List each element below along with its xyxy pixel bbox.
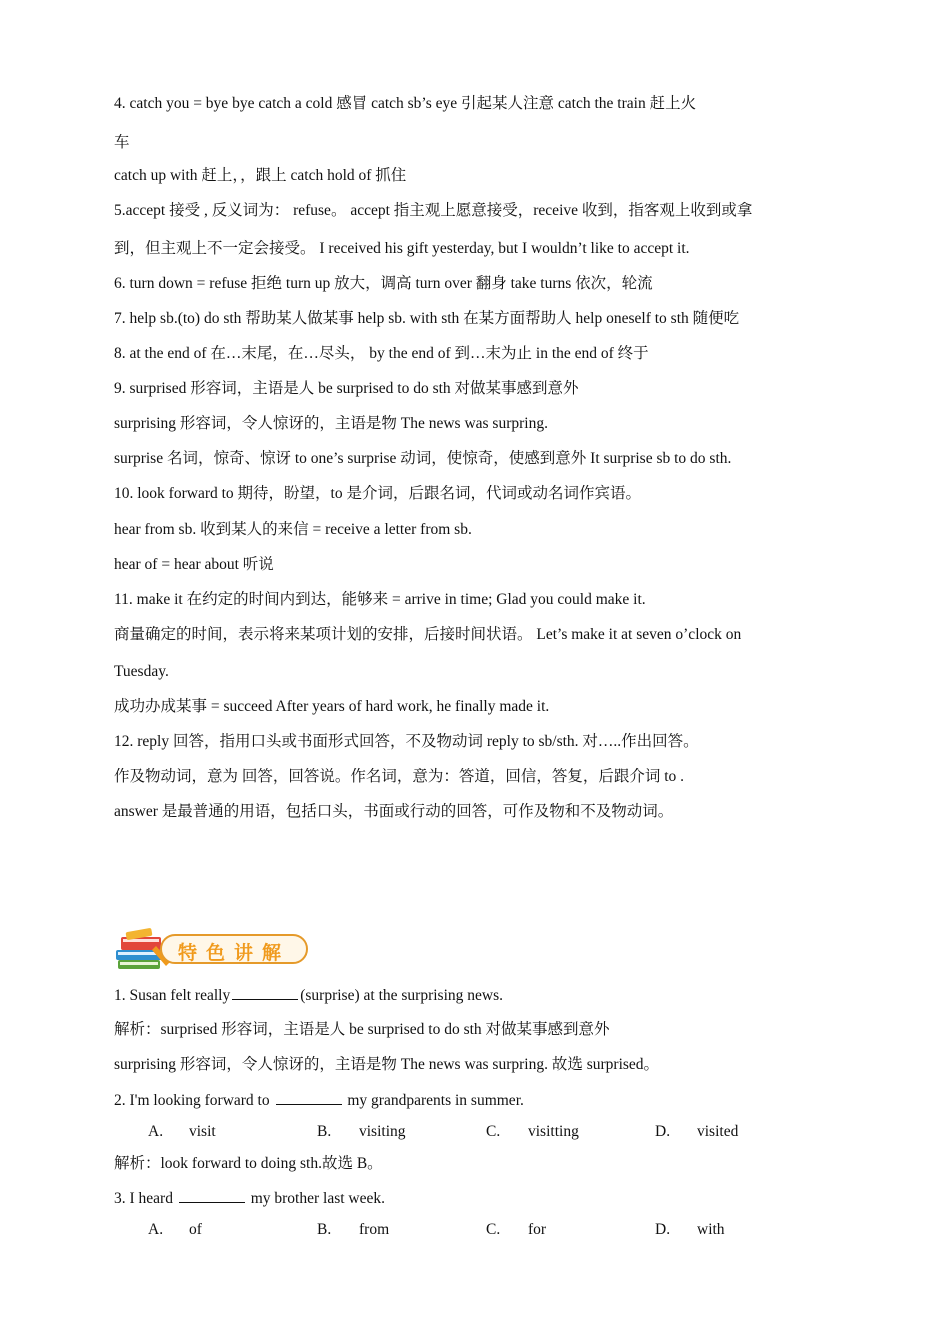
analysis-1-line-1: 解析：surprised 形容词，主语是人 be surprised to do sth 对做某事感到意外 xyxy=(114,1021,610,1038)
option-letter: C. xyxy=(486,1221,501,1238)
note-line-11-time: 商量确定的时间，表示将来某项计划的安排，后接时间状语。 Let’s make it at seven o’clock on xyxy=(114,626,742,643)
question-2-suffix: my grandparents in summer. xyxy=(347,1092,524,1109)
question-1 xyxy=(114,985,503,1006)
note-line-11: 11. make it 在约定的时间内到达，能够来 = arrive in time; Glad you could make it. xyxy=(114,591,646,608)
note-line-4-cont: 车 xyxy=(114,134,130,151)
note-line-11-cont: Tuesday. xyxy=(114,663,169,680)
option-text[interactable]: of xyxy=(189,1221,202,1238)
option-letter: D. xyxy=(655,1123,671,1140)
note-line-6: 6. turn down = refuse 拒绝 turn up 放大，调高 turn over 翻身 take turns 依次，轮流 xyxy=(114,275,653,292)
option-text[interactable]: visitting xyxy=(528,1123,579,1140)
option-letter: B. xyxy=(317,1123,332,1140)
question-2-prefix: 2. I'm looking forward to xyxy=(114,1092,270,1109)
option-text[interactable]: visiting xyxy=(359,1123,406,1140)
option-text[interactable]: from xyxy=(359,1221,390,1238)
note-line-4: 4. catch you = bye bye catch a cold 感冒 catch sb’s eye 引起某人注意 catch the train 赶上火 xyxy=(114,95,697,112)
note-line-5: 5.accept 接受 , 反义词为： refuse。 accept 指主观上愿意接受，receive 收到，指客观上收到或拿 xyxy=(114,202,753,219)
question-1-suffix: (surprise) at the surprising news. xyxy=(300,987,503,1004)
note-line-7: 7. help sb.(to) do sth 帮助某人做某事 help sb. with sth 在某方面帮助人 help oneself to sth 随便吃 xyxy=(114,310,740,327)
note-line-10: 10. look forward to 期待，盼望，to 是介词，后跟名词，代词或动名词作宾语。 xyxy=(114,485,641,502)
note-line-hear-of: hear of = hear about 听说 xyxy=(114,556,274,573)
note-line-hear-from: hear from sb. 收到某人的来信 = receive a letter from sb. xyxy=(114,521,472,538)
banner-title: 特色讲解 xyxy=(177,942,290,964)
option-text[interactable]: with xyxy=(697,1221,725,1238)
note-line-surprising: surprising 形容词，令人惊讶的，主语是物 The news was surpring. xyxy=(114,415,548,432)
analysis-2: 解析：look forward to doing sth.故选 B。 xyxy=(114,1155,383,1172)
note-line-surprise: surprise 名词，惊奇、惊讶 to one’s surprise 动词，使惊奇，使感到意外 It surprise sb to do sth. xyxy=(114,450,732,467)
option-letter: A. xyxy=(148,1221,164,1238)
question-3-suffix: my brother last week. xyxy=(250,1190,386,1207)
note-line-answer: answer 是最普通的用语，包括口头，书面或行动的回答，可作及物和不及物动词。 xyxy=(114,803,674,820)
answer-blank[interactable] xyxy=(179,1188,245,1203)
answer-blank[interactable] xyxy=(232,985,298,1000)
note-line-5-cont: 到，但主观上不一定会接受。 I received his gift yesterday, but I wouldn’t like to accept it. xyxy=(114,240,690,257)
option-text[interactable]: for xyxy=(528,1221,547,1238)
option-letter: A. xyxy=(148,1123,164,1140)
option-text[interactable]: visit xyxy=(189,1123,216,1140)
question-3-prefix: 3. I heard xyxy=(114,1190,173,1207)
option-letter: B. xyxy=(317,1221,332,1238)
note-line-succeed: 成功办成某事 = succeed After years of hard work, he finally made it. xyxy=(114,698,550,715)
analysis-1-line-2: surprising 形容词，令人惊讶的，主语是物 The news was surpring. 故选 surprised。 xyxy=(114,1056,660,1073)
question-3 xyxy=(114,1188,385,1209)
feature-banner xyxy=(112,926,312,974)
note-line-12: 12. reply 回答，指用口头或书面形式回答，不及物动词 reply to sb/sth. 对…..作出回答。 xyxy=(114,733,699,750)
note-line-8: 8. at the end of 在…末尾，在…尽头， by the end of 到…末为止 in the end of 终于 xyxy=(114,345,649,362)
question-2 xyxy=(114,1090,524,1111)
option-text[interactable]: visited xyxy=(697,1123,739,1140)
question-1-prefix: 1. Susan felt really xyxy=(114,987,231,1004)
option-letter: C. xyxy=(486,1123,501,1140)
note-line-12-vt: 作及物动词，意为 回答，回答说。作名词，意为：答道，回信，答复，后跟介词 to . xyxy=(114,768,685,785)
banner-pill xyxy=(160,934,308,964)
note-line-9: 9. surprised 形容词，主语是人 be surprised to do sth 对做某事感到意外 xyxy=(114,380,579,397)
answer-blank[interactable] xyxy=(276,1090,342,1105)
note-line-catch-up: catch up with 赶上，，跟上 catch hold of 抓住 xyxy=(114,167,407,184)
option-letter: D. xyxy=(655,1221,671,1238)
